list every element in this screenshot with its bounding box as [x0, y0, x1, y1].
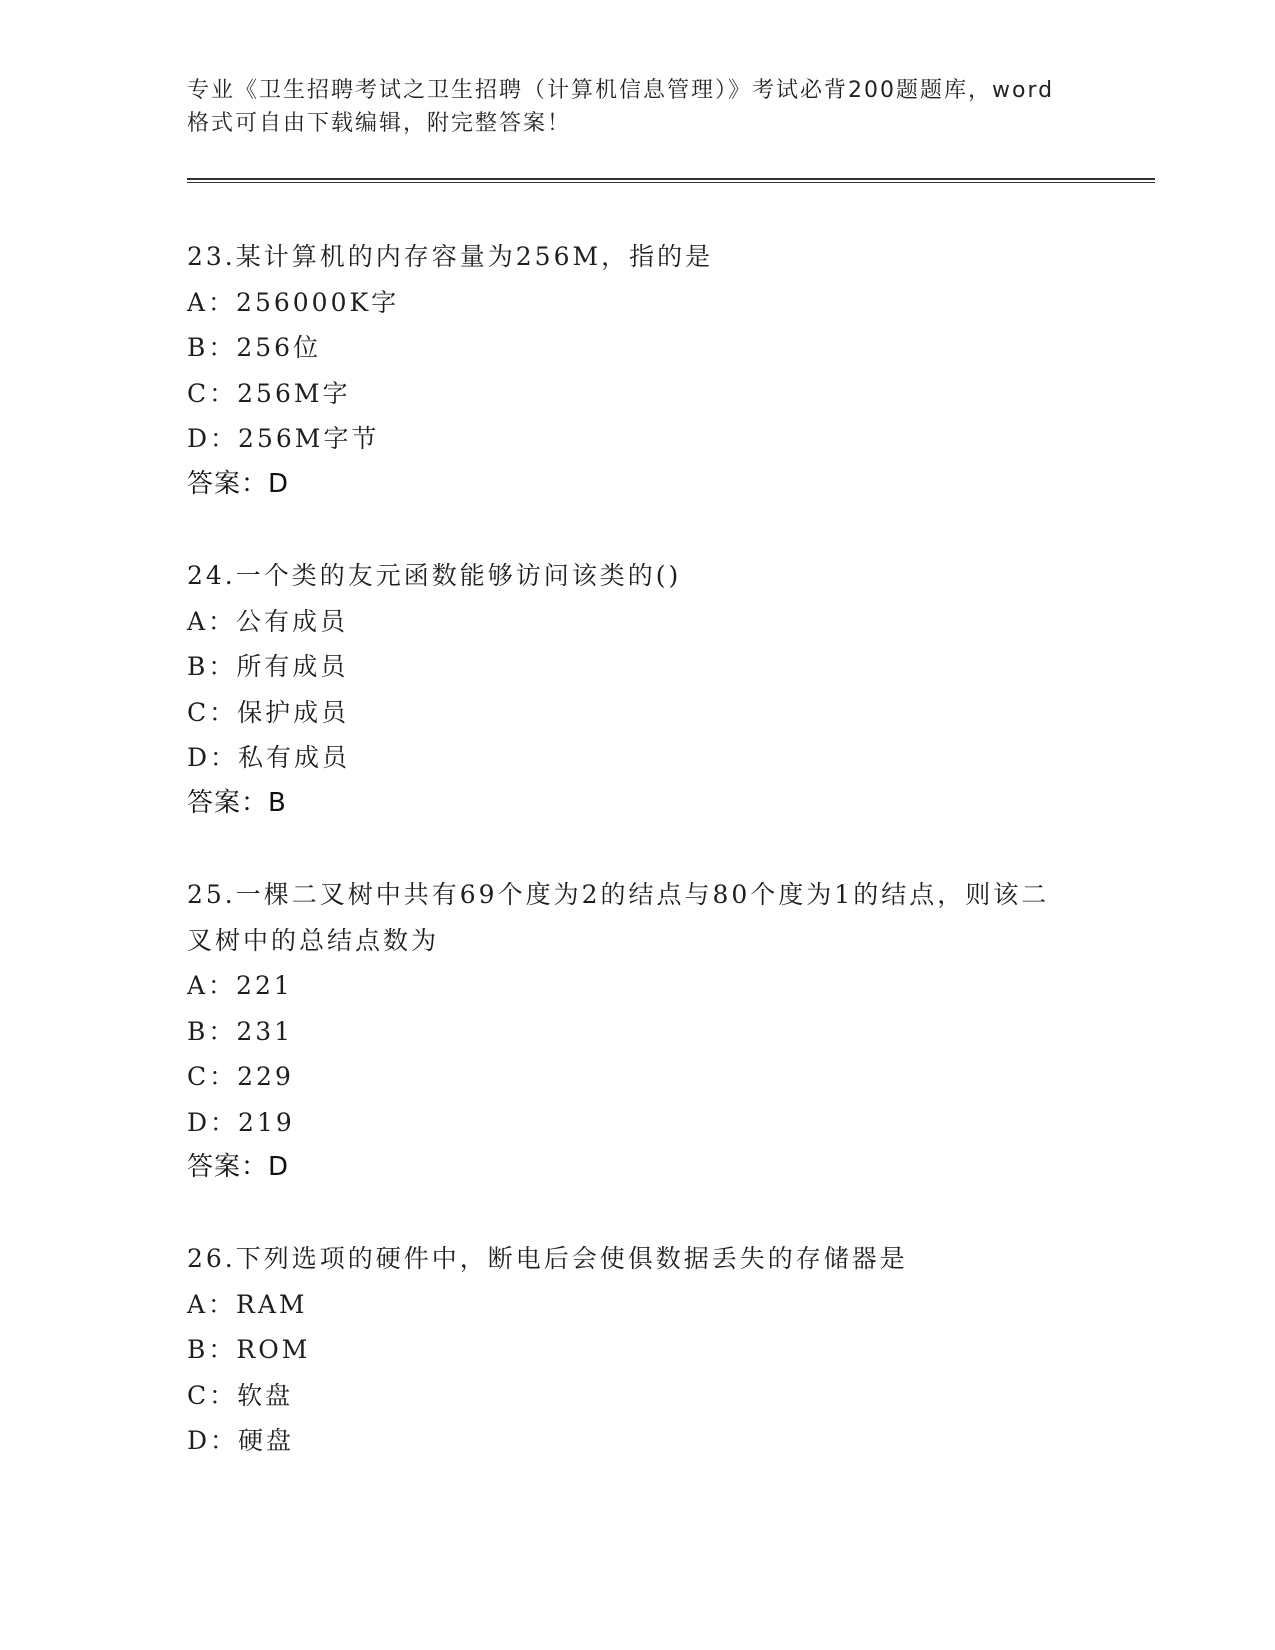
- option-a: A：公有成员: [187, 606, 349, 636]
- question-23: [187, 234, 1087, 507]
- answer: 答案：B: [187, 787, 287, 818]
- option-c: C：256M字: [187, 378, 351, 408]
- answer: 答案：D: [187, 468, 290, 499]
- option-a: A：221: [187, 971, 293, 1000]
- header-divider: [187, 178, 1155, 183]
- question-text: 23.某计算机的内存容量为256M，指的是: [187, 242, 714, 271]
- question-text: 24.一个类的友元函数能够访问该类的(): [187, 561, 682, 590]
- question-text: 26.下列选项的硬件中，断电后会使俱数据丢失的存储器是: [187, 1244, 908, 1273]
- option-a: A：RAM: [187, 1289, 308, 1319]
- document-header: [187, 74, 1087, 140]
- option-d: D：256M字节: [187, 424, 380, 453]
- option-d: D：硬盘: [187, 1426, 295, 1455]
- option-b: B：256位: [187, 333, 322, 362]
- question-25: [187, 872, 1087, 1191]
- question-26: [187, 1236, 1087, 1464]
- option-a: A：256000K字: [187, 287, 400, 317]
- header-line-2: 格式可自由下载编辑，附完整答案！: [187, 111, 572, 136]
- option-b: B：所有成员: [187, 652, 349, 681]
- option-d: D：私有成员: [187, 743, 351, 772]
- option-b: B：231: [187, 1016, 294, 1046]
- question-text: 25.一棵二叉树中共有69个度为2的结点与80个度为1的结点，则该二叉树中的总结点数为: [187, 880, 1050, 955]
- option-d: D：219: [187, 1107, 295, 1137]
- header-line-1: 专业《卫生招聘考试之卫生招聘（计算机信息管理）》考试必背200题题库，word: [187, 78, 1055, 103]
- answer: 答案：D: [187, 1152, 290, 1182]
- option-c: C：229: [187, 1062, 294, 1091]
- option-c: C：保护成员: [187, 697, 350, 727]
- question-24: [187, 553, 1087, 826]
- option-b: B：ROM: [187, 1335, 311, 1364]
- option-c: C：软盘: [187, 1380, 294, 1410]
